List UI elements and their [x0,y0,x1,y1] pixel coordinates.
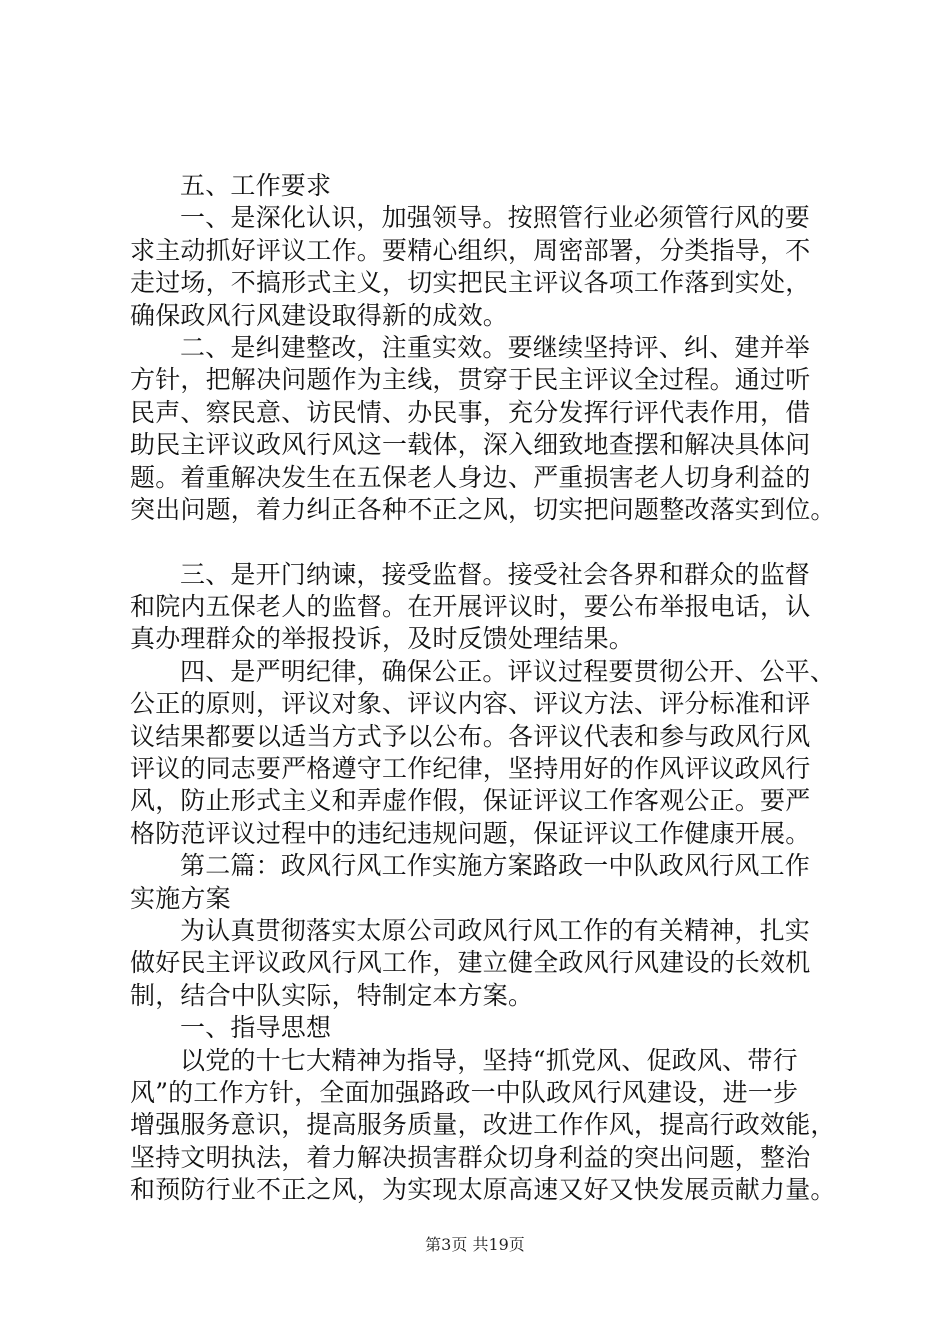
text-line: 方针，把解决问题作为主线，贯穿于民主评议全过程。通过听 [130,365,811,395]
text-line: 风”的工作方针，全面加强路政一中队政风行风建设，进一步 [130,1077,799,1107]
text-line: 民声、察民意、访民情、办民事，充分发挥行评代表作用，借 [130,397,811,427]
text-line: 求主动抓好评议工作。要精心组织，周密部署，分类指导，不 [130,235,811,265]
text-line: 突出问题，着力纠正各种不正之风，切实把问题整改落实到位。 [130,494,836,524]
page-footer: 第3页 共19页 [425,1235,525,1254]
text-line: 制，结合中队实际，特制定本方案。 [130,980,534,1010]
text-line: 做好民主评议政风行风工作，建立健全政风行风建设的长效机 [130,948,811,978]
text-line: 助民主评议政风行风这一载体，深入细致地查摆和解决具体问 [130,430,811,460]
text-line: 和院内五保老人的监督。在开展评议时，要公布举报电话，认 [130,592,811,622]
text-line: 格防范评议过程中的违纪违规问题，保证评议工作健康开展。 [130,818,811,848]
text-line: 增强服务意识，提高服务质量，改进工作作风，提高行政效能， [130,1110,836,1140]
text-line: 第二篇：政风行风工作实施方案路政一中队政风行风工作 [180,851,811,881]
text-line: 实施方案 [130,883,231,913]
text-line: 题。着重解决发生在五保老人身边、严重损害老人切身利益的 [130,462,811,492]
text-line: 三、是开门纳谏，接受监督。接受社会各界和群众的监督 [180,559,811,589]
text-line: 确保政风行风建设取得新的成效。 [130,300,509,330]
document-body [130,170,846,1207]
text-line: 真办理群众的举报投诉，及时反馈处理结果。 [130,624,635,654]
text-line: 走过场，不搞形式主义，切实把民主评议各项工作落到实处， [130,268,811,298]
text-line: 坚持文明执法，着力解决损害群众切身利益的突出问题，整治 [130,1142,811,1172]
text-line: 议结果都要以适当方式予以公布。各评议代表和参与政风行风 [130,721,811,751]
text-line: 风，防止形式主义和弄虚作假，保证评议工作客观公正。要严 [130,786,811,816]
text-line: 和预防行业不正之风，为实现太原高速又好又快发展贡献力量。 [130,1175,836,1205]
text-line: 评议的同志要严格遵守工作纪律，坚持用好的作风评议政风行 [130,754,811,784]
text-line: 公正的原则，评议对象、评议内容、评议方法、评分标准和评 [130,689,811,719]
text-line: 为认真贯彻落实太原公司政风行风工作的有关精神，扎实 [180,915,811,945]
text-line: 以党的十七大精神为指导，坚持“抓党风、促政风、带行 [180,1045,798,1075]
text-line: 五、工作要求 [180,171,332,200]
text-line: 一、指导思想 [180,1013,332,1043]
text-line: 一、是深化认识，加强领导。按照管行业必须管行风的要 [180,203,811,233]
text-line: 四、是严明纪律，确保公正。评议过程要贯彻公开、公平、 [180,656,836,686]
blank-line [130,526,846,558]
text-line: 二、是纠建整改，注重实效。要继续坚持评、纠、建并举 [180,332,811,362]
